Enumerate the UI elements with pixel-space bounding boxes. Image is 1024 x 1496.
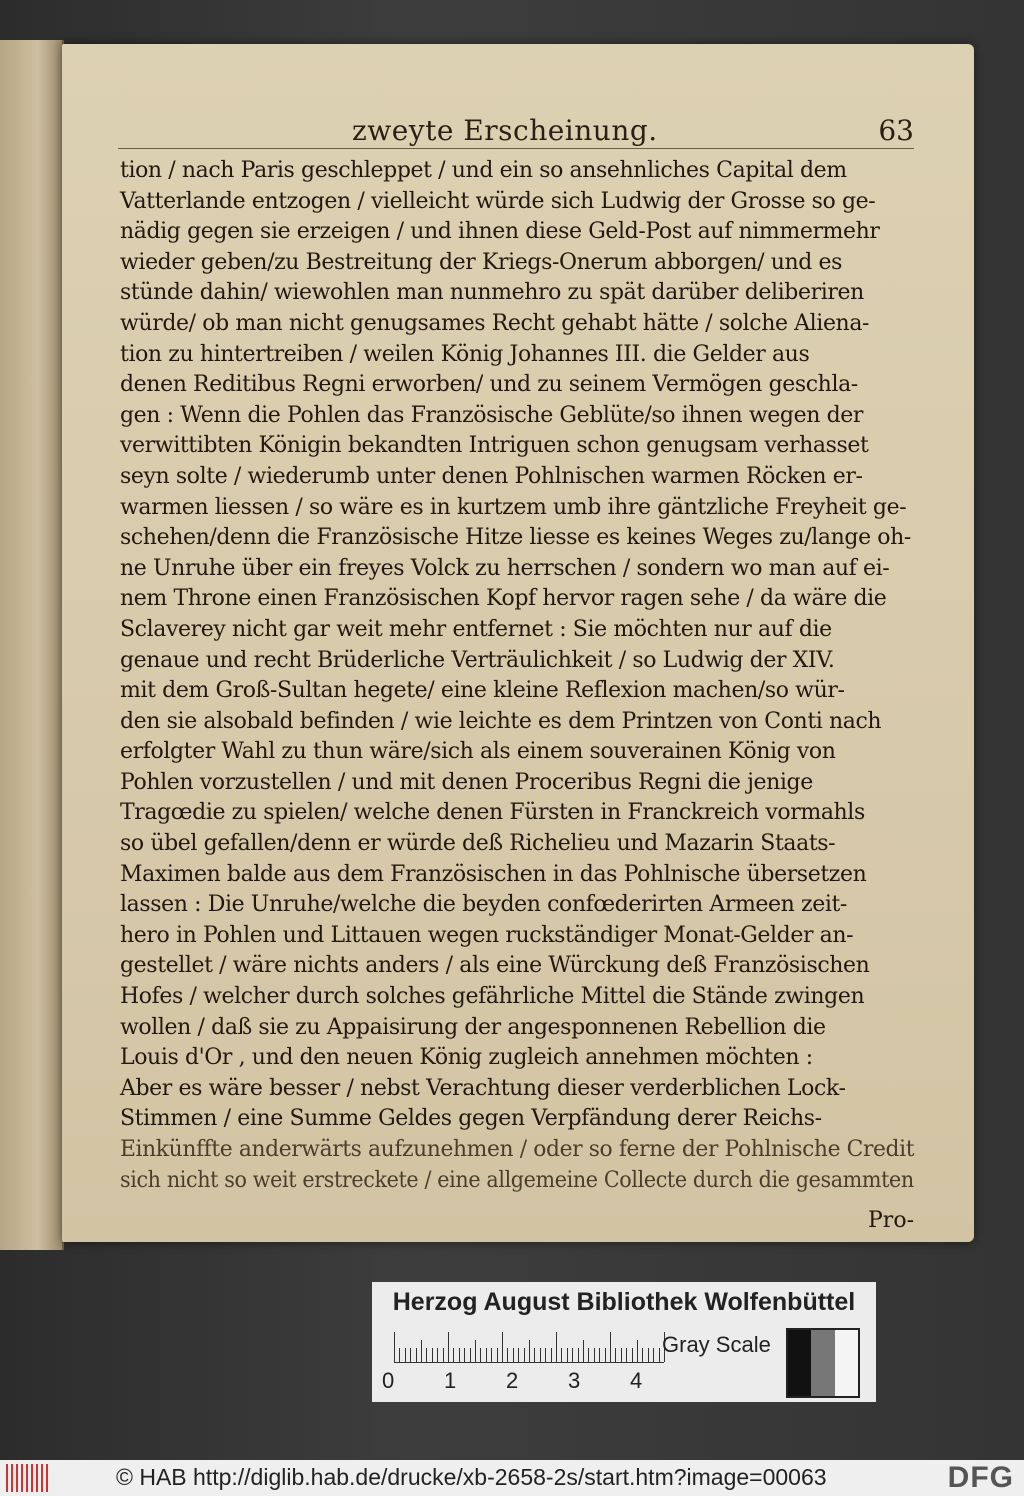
- text-line: tion / nach Paris geschleppet / und ein so ansehnliches Capital dem: [120, 158, 847, 183]
- ruler-tick: [599, 1348, 600, 1362]
- text-line: wollen / daß sie zu Appaisirung der angesponnenen Rebellion die: [120, 1014, 826, 1040]
- text-line: seyn solte / wiederumb unter denen Pohlnischen warmen Röcken er-: [120, 463, 863, 489]
- ruler-tick: [588, 1348, 589, 1362]
- ruler-tick: [475, 1340, 476, 1362]
- text-line: würde/ ob man nicht genugsames Recht gehabt hätte / solche Aliena-: [120, 310, 870, 336]
- text-line: Aber es wäre besser / nebst Verachtung dieser verderblichen Lock-: [120, 1075, 846, 1101]
- gray-swatches: [786, 1328, 860, 1398]
- text-line: Stimmen / eine Summe Geldes gegen Verpfändung derer Reichs-: [120, 1106, 822, 1132]
- gray-swatch: [811, 1330, 834, 1396]
- ruler-number: 4: [630, 1368, 643, 1393]
- barcode-icon: [6, 1464, 50, 1492]
- header-rule: [118, 148, 914, 149]
- ruler-tick: [540, 1348, 541, 1362]
- ruler-tick: [437, 1348, 438, 1362]
- ruler-number: 2: [506, 1368, 519, 1393]
- text-line: Maximen balde aus dem Französischen in das Pohlnische übersetzen: [120, 861, 867, 887]
- ruler-tick: [502, 1332, 503, 1362]
- text-line: Tragœdie zu spielen/ welche denen Fürsten in Franckreich vormahls: [120, 800, 865, 826]
- ruler-tick: [443, 1348, 444, 1362]
- ruler-tick: [486, 1348, 487, 1362]
- text-line: ne Unruhe über ein freyes Volck zu herrschen / sondern wo man auf ei-: [120, 555, 890, 581]
- source-credit[interactable]: © HAB http://diglib.hab.de/drucke/xb-2658-2s/start.htm?image=00063: [116, 1464, 827, 1490]
- text-line: gestellet / wäre nichts anders / als eine Würckung deß Französischen: [120, 953, 870, 979]
- ruler-tick: [572, 1348, 573, 1362]
- text-line: warmen liessen / so wäre es in kurtzem umb ihre gäntzliche Freyheit ge-: [120, 494, 907, 520]
- ruler-tick: [416, 1348, 417, 1362]
- book-page: [62, 44, 974, 1242]
- ruler-tick: [448, 1332, 449, 1362]
- ruler-tick: [464, 1348, 465, 1362]
- ruler-tick: [648, 1348, 649, 1362]
- ruler-tick: [534, 1348, 535, 1362]
- ruler-tick: [426, 1348, 427, 1362]
- ruler-tick: [470, 1348, 471, 1362]
- gray-scale-label: Gray Scale: [662, 1332, 771, 1357]
- ruler-tick: [632, 1348, 633, 1362]
- ruler-tick: [545, 1348, 546, 1362]
- ruler-tick: [637, 1340, 638, 1362]
- ruler-tick: [410, 1348, 411, 1362]
- ruler-tick: [578, 1348, 579, 1362]
- ruler-tick: [594, 1348, 595, 1362]
- text-line: genaue und recht Brüderliche Verträulichkeit / so Ludwig der XIV.: [120, 647, 835, 673]
- gray-swatch: [835, 1330, 858, 1396]
- text-line: schehen/denn die Französische Hitze liesse es keines Weges zu/lange oh-: [120, 525, 911, 551]
- ruler-tick: [524, 1348, 525, 1362]
- catchword: Pro-: [868, 1208, 914, 1233]
- body-text: [120, 156, 914, 1196]
- text-line: verwittibten Königin bekandten Intriguen schon genugsam verhasset: [120, 433, 869, 459]
- ruler-tick: [399, 1348, 400, 1362]
- page-number: 63: [878, 114, 914, 147]
- text-line: denen Reditibus Regni erworben/ und zu seinem Vermögen geschla-: [120, 372, 858, 398]
- ruler-tick: [480, 1348, 481, 1362]
- ruler-tick: [432, 1348, 433, 1362]
- library-name: Herzog August Bibliothek Wolfenbüttel: [392, 1288, 856, 1316]
- text-line: hero in Pohlen und Littauen wegen ruckständiger Monat-Gelder an-: [120, 922, 854, 948]
- ruler-tick: [556, 1332, 557, 1362]
- ruler-numbers: [382, 1368, 682, 1394]
- ruler-tick: [518, 1348, 519, 1362]
- ruler-tick: [491, 1348, 492, 1362]
- ruler-tick: [507, 1348, 508, 1362]
- text-line: erfolgter Wahl zu thun wäre/sich als einem souverainen König von: [120, 739, 836, 765]
- text-line: Vatterlande entzogen / vielleicht würde sich Ludwig der Grosse so ge-: [120, 188, 876, 214]
- text-line: lassen : Die Unruhe/welche die beyden confœderirten Armeen zeit-: [120, 892, 847, 918]
- text-line: stünde dahin/ wiewohlen man nunmehro zu spät darüber deliberiren: [120, 280, 864, 306]
- ruler-tick: [551, 1348, 552, 1362]
- text-line: so übel gefallen/denn er würde deß Richelieu und Mazarin Staats-: [120, 831, 836, 857]
- ruler-tick: [659, 1348, 660, 1362]
- ruler-number: 1: [444, 1368, 457, 1393]
- running-head: zweyte Erscheinung.: [352, 114, 658, 147]
- text-line: Einkünffte anderwärts aufzunehmen / oder so ferne der Pohlnische Credit: [120, 1137, 915, 1162]
- viewer-footer: [0, 1460, 1024, 1496]
- scale-ruler: [394, 1330, 664, 1363]
- ruler-tick: [529, 1340, 530, 1362]
- ruler-tick: [405, 1348, 406, 1362]
- text-line: nädig gegen sie erzeigen / und ihnen diese Geld-Post auf nimmermehr: [120, 219, 880, 245]
- color-target-card: [372, 1282, 876, 1402]
- text-line: nem Throne einen Französischen Kopf hervor ragen sehe / da wäre die: [120, 586, 887, 612]
- ruler-tick: [605, 1348, 606, 1362]
- ruler-tick: [642, 1348, 643, 1362]
- text-line: Pohlen vorzustellen / und mit denen Proceribus Regni die jenige: [120, 769, 813, 795]
- text-line: wieder geben/zu Bestreitung der Kriegs-Onerum abborgen/ und es: [120, 249, 843, 275]
- text-line: sich nicht so weit erstreckete / eine allgemeine Collecte durch die gesammten: [120, 1167, 914, 1193]
- text-line: mit dem Groß-Sultan hegete/ eine kleine Reflexion machen/so wür-: [120, 678, 845, 704]
- ruler-number: 0: [382, 1368, 395, 1393]
- ruler-tick: [610, 1332, 611, 1362]
- ruler-tick: [453, 1348, 454, 1362]
- facing-page-edge: [0, 40, 64, 1250]
- ruler-tick: [513, 1348, 514, 1362]
- ruler-number: 3: [568, 1368, 581, 1393]
- ruler-tick: [459, 1348, 460, 1362]
- ruler-tick: [421, 1340, 422, 1362]
- ruler-tick: [394, 1332, 395, 1362]
- text-line: Sclaverey nicht gar weit mehr entfernet : Sie möchten nur auf die: [120, 616, 832, 642]
- ruler-tick: [653, 1348, 654, 1362]
- text-line: tion zu hintertreiben / weilen König Johannes III. die Gelder aus: [120, 341, 810, 367]
- ruler-tick: [561, 1348, 562, 1362]
- ruler-tick: [567, 1348, 568, 1362]
- ruler-tick: [497, 1348, 498, 1362]
- ruler-tick: [621, 1348, 622, 1362]
- text-line: Louis d'Or , und den neuen König zugleich annehmen möchten :: [120, 1045, 813, 1071]
- text-line: den sie alsobald befinden / wie leichte es dem Printzen von Conti nach: [120, 708, 882, 734]
- ruler-tick: [626, 1348, 627, 1362]
- text-line: gen : Wenn die Pohlen das Französische Geblüte/so ihnen wegen der: [120, 402, 863, 428]
- gray-swatch: [788, 1330, 811, 1396]
- ruler-tick: [615, 1348, 616, 1362]
- ruler-tick: [583, 1340, 584, 1362]
- text-line: Hofes / welcher durch solches gefährliche Mittel die Stände zwingen: [120, 984, 865, 1010]
- dfg-logo: DFG: [947, 1461, 1014, 1494]
